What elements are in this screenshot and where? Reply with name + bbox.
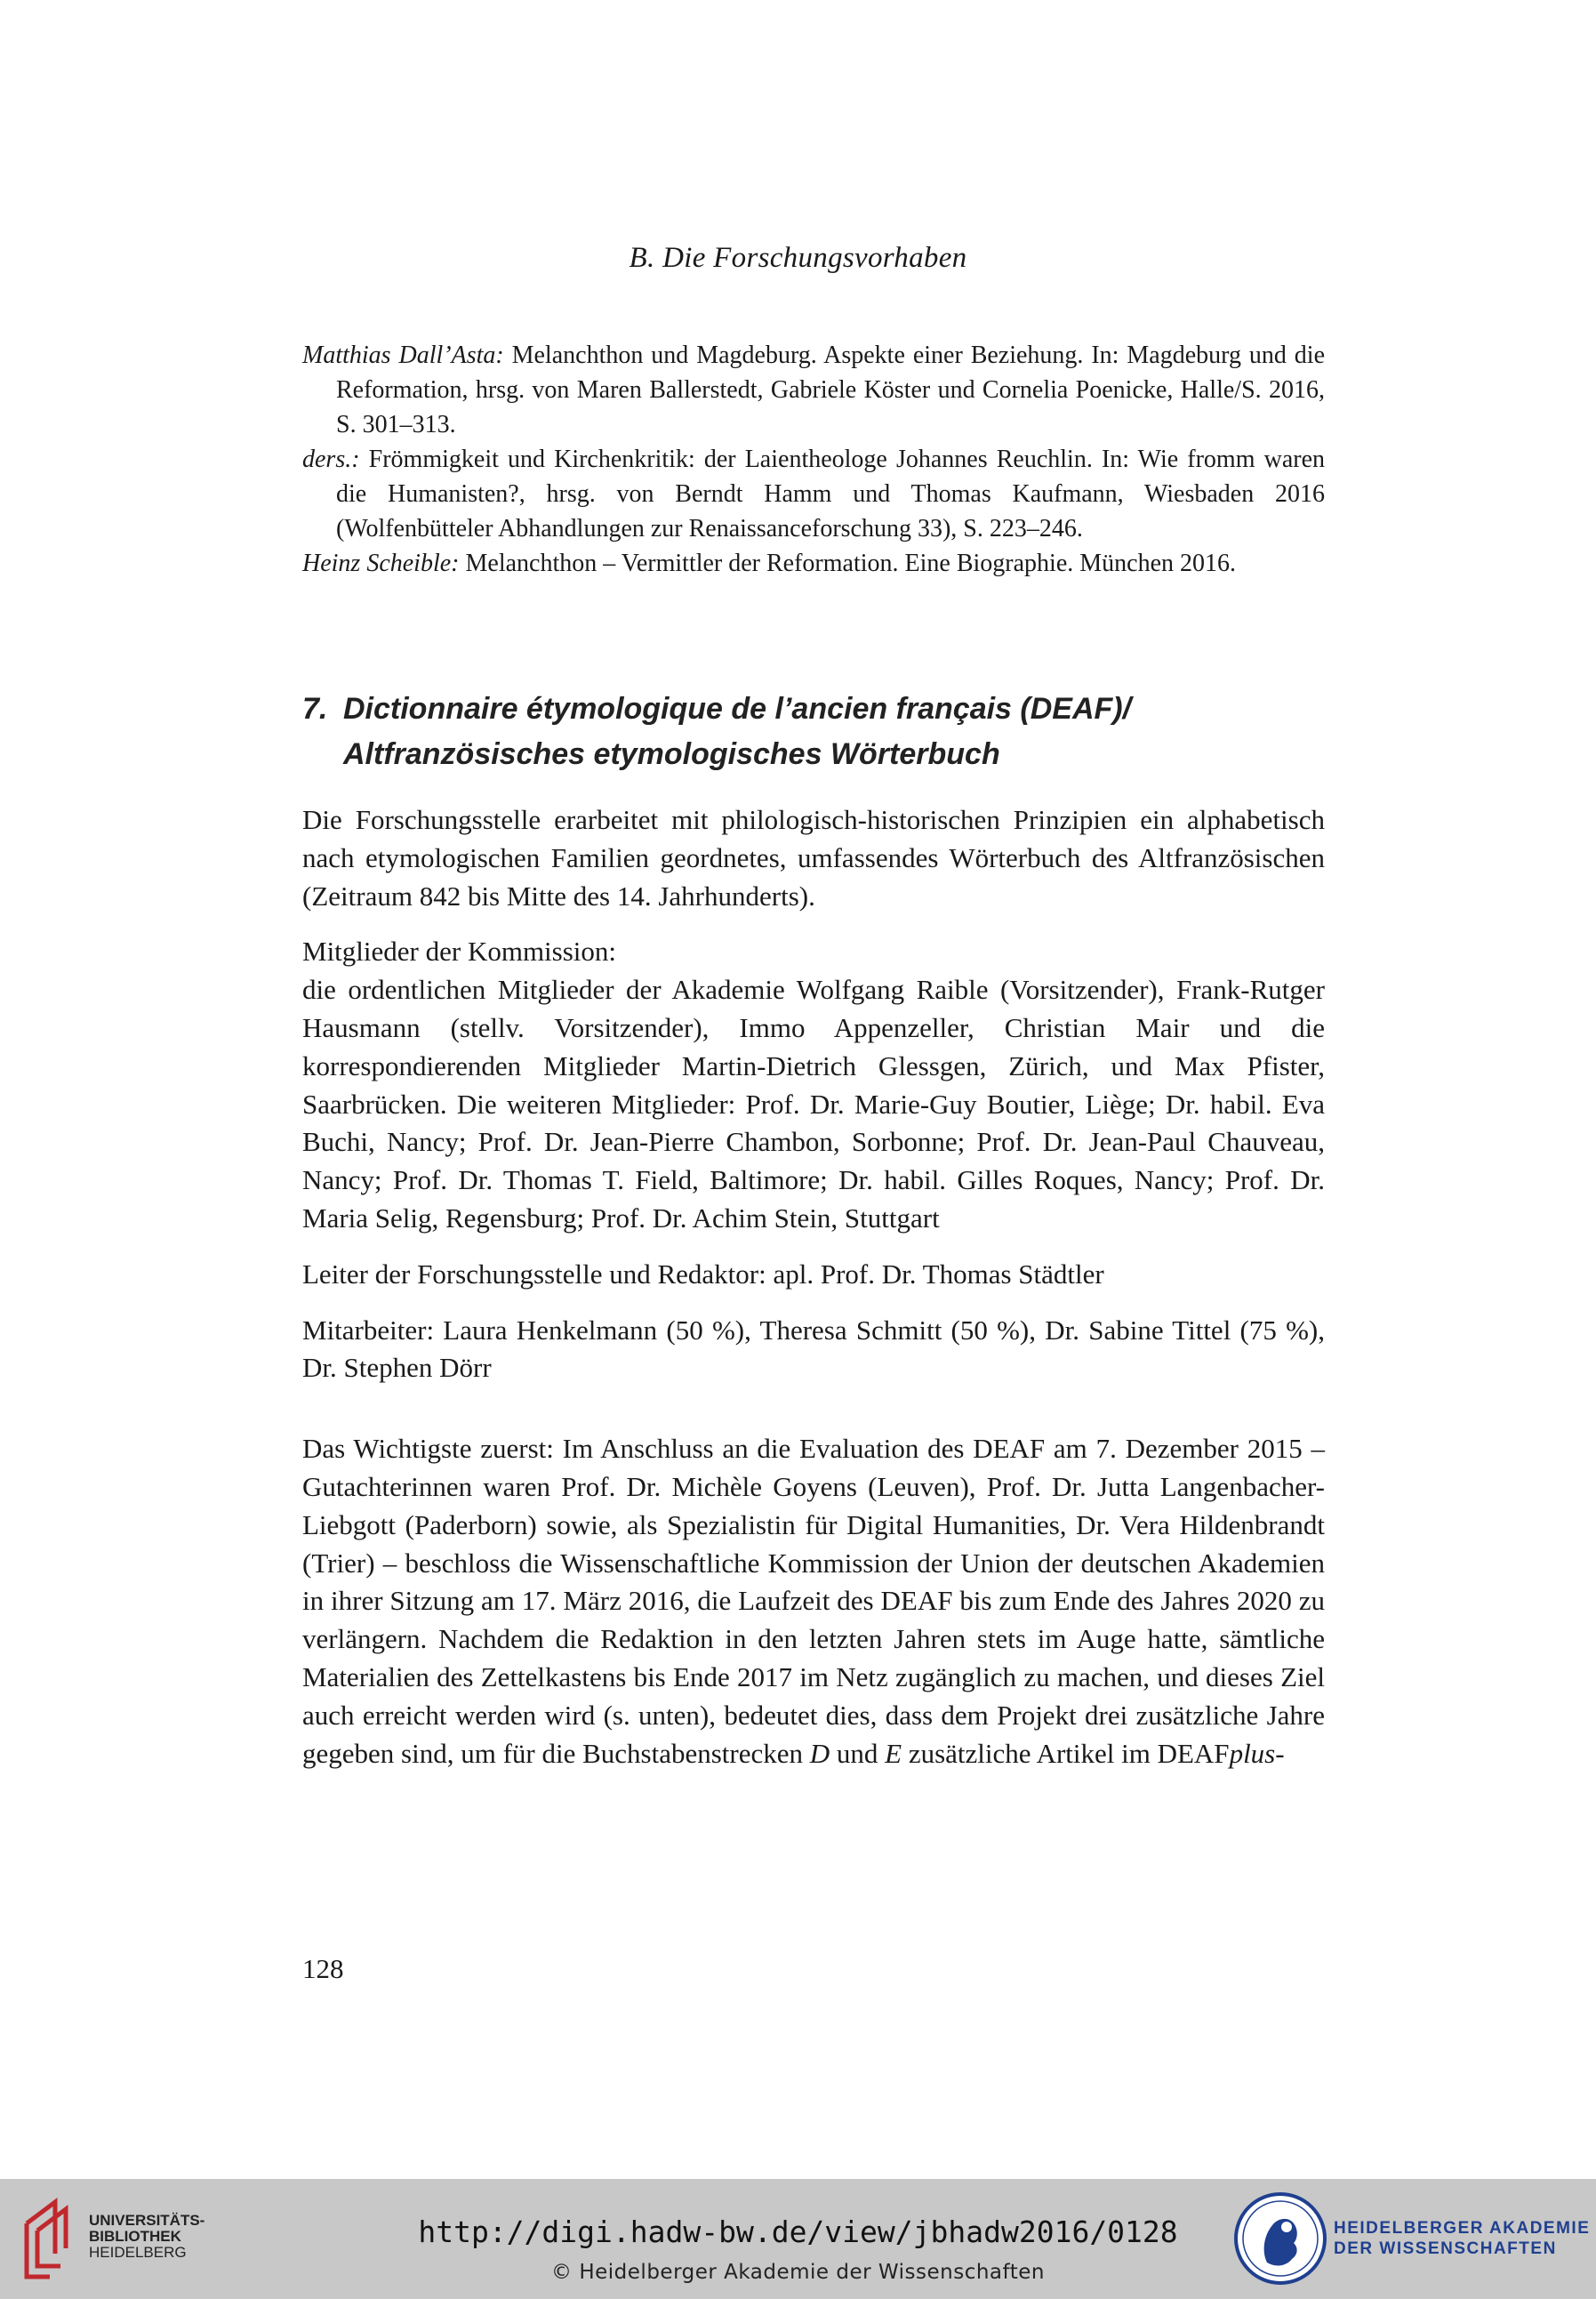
section-number: 7. <box>302 692 328 726</box>
academy-name-line1: HEIDELBERGER AKADEMIE <box>1334 2219 1591 2238</box>
copyright-notice: © Heidelberger Akademie der Wissenschaften <box>551 2261 1045 2284</box>
reference-list <box>302 338 1325 581</box>
staff-paragraph: Mitarbeiter: Laura Henkelmann (50 %), Theresa Schmitt (50 %), Dr. Sabine Tittel (75 %), Dr. Stephen Dörr <box>302 1314 1325 1384</box>
library-name-line3: HEIDELBERG <box>89 2244 187 2261</box>
footer-bar <box>0 2179 1596 2299</box>
page-number: 128 <box>302 1953 344 1984</box>
academy-seal-icon <box>1231 2190 1329 2287</box>
digital-copy-link[interactable]: http://digi.hadw-bw.de/view/jbhadw2016/0128 <box>418 2215 1178 2249</box>
main-text-end: zusätzliche Artikel im DEAF <box>902 1737 1230 1769</box>
running-head: B. Die Forschungsvorhaben <box>629 242 967 274</box>
main-paragraph <box>302 1430 1325 1772</box>
letter-e: E <box>885 1737 902 1769</box>
library-name-line1: UNIVERSITÄTS- <box>89 2212 205 2229</box>
academy-name <box>1334 2218 1590 2259</box>
reference-author: Heinz Scheible: <box>302 550 460 577</box>
members-paragraph <box>302 933 1325 1237</box>
section-title-line1: Dictionnaire étymologique de l’ancien français (DEAF)/ <box>343 692 1132 726</box>
main-text-and: und <box>830 1737 886 1769</box>
reference-entry <box>302 338 1325 442</box>
reference-text: Melanchthon – Vermittler der Reformation. Eine Biographie. München 2016. <box>459 550 1236 577</box>
library-name-line2: BIBLIOTHEK <box>89 2228 181 2245</box>
main-text: Das Wichtigste zuerst: Im Anschluss an die Evaluation des DEAF am 7. Dezember 2015 – Gutachterinnen waren Prof. Dr. Michèle Goyens (Leuven), Prof. Dr. Jutta Langenbacher-Liebgott (Paderborn) sowie, als Spezialistin für Digital Humanities, Dr. Vera Hildenbrandt (Trier) – beschloss die Wissenschaftliche Kommission der Union der deutschen Akademien in ihrer Sitzung am 17. März 2016, die Laufzeit des DEAF bis zum Ende des Jahres 2020 zu verlängern. Nachdem die Redaktion in den letzten Jahren stets im Auge hatte, sämtliche Materialien des Zettelkastens bis Ende 2017 im Netz zugänglich zu machen, und dieses Ziel auch erreicht werden wird (s. unten), bedeutet dies, dass dem Projekt drei zusätzliche Jahre gegeben sind, um für die Buchstabenstrecken <box>302 1433 1325 1769</box>
reference-entry <box>302 442 1325 546</box>
members-list: die ordentlichen Mitglieder der Akademie Wolfgang Raible (Vorsitzender), Frank-Rutger Hausmann (stellv. Vorsitzender), Immo Appenzeller, Christian Mair und die korrespondierenden Mitglieder Martin-Dietrich Glessgen, Zürich, und Max Pfister, Saarbrücken. Die weiteren Mitglieder: Prof. Dr. Marie-Guy Boutier, Liège; Dr. habil. Eva Buchi, Nancy; Prof. Dr. Jean-Pierre Chambon, Sorbonne; Prof. Dr. Jean-Paul Chauveau, Nancy; Prof. Dr. Thomas T. Field, Baltimore; Dr. habil. Gilles Roques, Nancy; Prof. Dr. Maria Selig, Regensburg; Prof. Dr. Achim Stein, Stuttgart <box>302 974 1325 1234</box>
letter-d: D <box>809 1737 830 1769</box>
reference-entry <box>302 546 1325 581</box>
reference-author: Matthias Dall’Asta: <box>302 342 504 369</box>
reference-text: Frömmigkeit und Kirchenkritik: der Laientheologe Johannes Reuchlin. In: Wie fromm waren die Humanisten?, hrsg. von Berndt Hamm und Thomas Kaufmann, Wiesbaden 2016 (Wolfenbütteler Abhandlungen zur Renaissanceforschung 33), S. 223–246. <box>336 446 1325 543</box>
reference-text: Melanchthon und Magdeburg. Aspekte einer Beziehung. In: Magdeburg und die Reformation, hrsg. von Maren Ballerstedt, Gabriele Köster und Cornelia Poenicke, Halle/S. 2016, S. 301–313. <box>336 342 1325 438</box>
section-title-line2: Altfranzösisches etymologisches Wörterbuch <box>343 737 1000 771</box>
deaf-plus-suffix: plus- <box>1229 1737 1285 1769</box>
reference-author: ders.: <box>302 446 360 473</box>
leader-paragraph: Leiter der Forschungsstelle und Redaktor: apl. Prof. Dr. Thomas Städtler <box>302 1258 1104 1290</box>
members-label: Mitglieder der Kommission: <box>302 936 617 968</box>
body-text <box>302 801 1325 1790</box>
intro-paragraph: Die Forschungsstelle erarbeitet mit philologisch-historischen Prinzipien ein alphabetisch nach etymologischen Familien geordnetes, umfassendes Wörterbuch des Altfranzösischen (Zeitraum 842 bis Mitte des 14. Jahrhunderts). <box>302 804 1325 912</box>
section-heading <box>302 687 1325 777</box>
academy-name-line2: DER WISSENSCHAFTEN <box>1334 2239 1557 2258</box>
